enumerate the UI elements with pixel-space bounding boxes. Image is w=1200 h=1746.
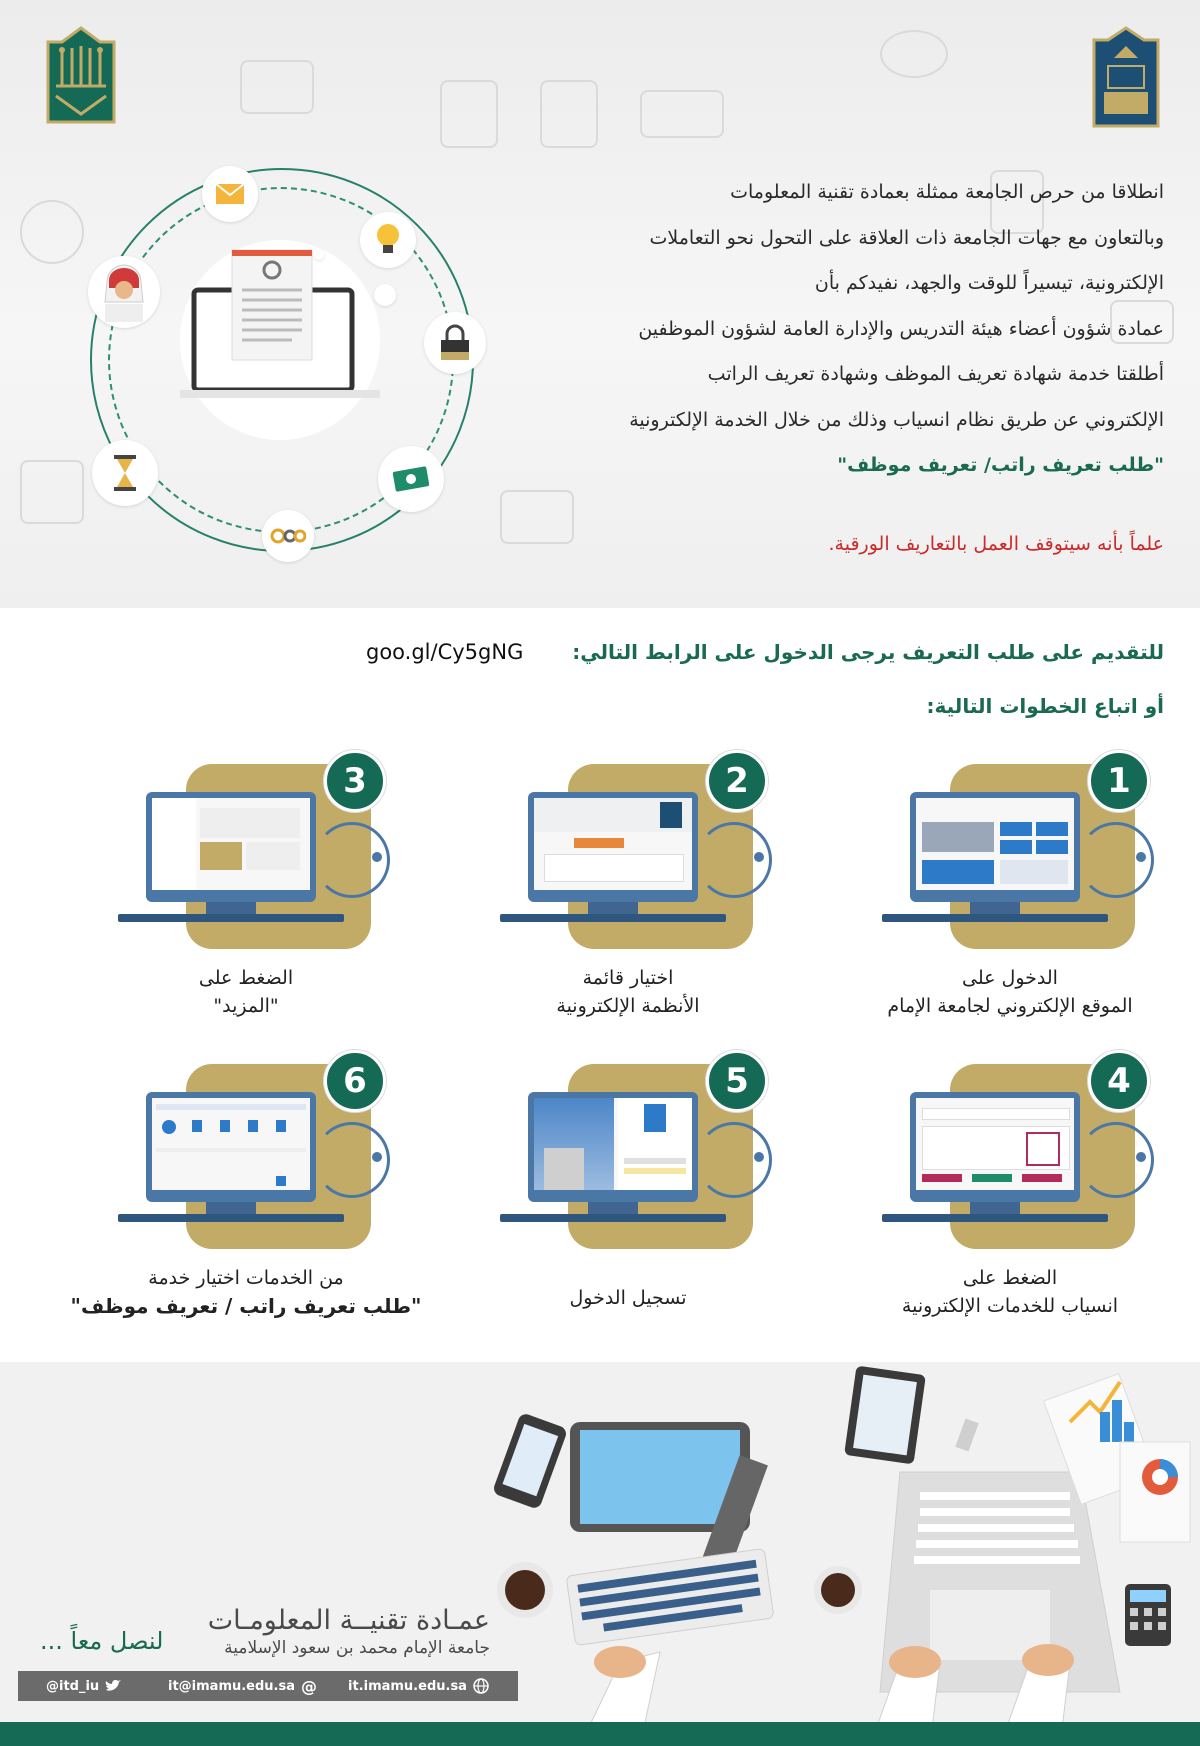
at-sign-icon: @ (301, 1676, 318, 1696)
step-number: 5 (706, 1050, 768, 1112)
step-caption (448, 1284, 808, 1312)
caption-line: "طلب تعريف راتب / تعريف موظف" (70, 1294, 422, 1318)
service-name: "طلب تعريف راتب/ تعريف موظف" (837, 454, 1164, 476)
caption-line: الضغط على (962, 1267, 1058, 1289)
step-3 (66, 744, 426, 1034)
step-5 (448, 1044, 808, 1334)
decor-dot (754, 1152, 764, 1162)
intro-line: الإلكترونية، تيسيراً للوقت والجهد، نفيدكم بأن (814, 272, 1164, 294)
orbit-dot (314, 250, 324, 260)
bg-doodle (540, 80, 598, 148)
email-address: it@imamu.edu.sa (168, 1678, 296, 1694)
step-caption (66, 1264, 426, 1320)
bg-doodle (440, 80, 498, 148)
intro-line: وبالتعاون مع جهات الجامعة ذات العلاقة على التحول نحو التعاملات (649, 226, 1164, 249)
step-6 (66, 1044, 426, 1334)
caption-line: الضغط على (198, 967, 294, 989)
step-number: 3 (324, 750, 386, 812)
bg-doodle (240, 60, 314, 114)
step-caption (66, 964, 426, 1020)
caption-line: اختيار قائمة (582, 967, 674, 989)
caption-line: تسجيل الدخول (569, 1287, 687, 1309)
twitter-contact[interactable] (46, 1671, 121, 1701)
step-number: 2 (706, 750, 768, 812)
step-caption (448, 964, 808, 1020)
monitor-icon (146, 792, 316, 902)
screen-preview-ensiab (916, 1098, 1074, 1190)
bg-doodle (20, 460, 84, 524)
laptop-illustration (180, 240, 380, 440)
caption-line: الموقع الإلكتروني لجامعة الإمام (887, 995, 1133, 1017)
bg-doodle (880, 30, 948, 78)
decor-dot (372, 852, 382, 862)
step-number: 4 (1088, 1050, 1150, 1112)
step-number: 1 (1088, 750, 1150, 812)
banknote-icon (378, 446, 444, 512)
monitor-base (118, 914, 344, 922)
monitor-base (882, 1214, 1108, 1222)
caption-line: من الخدمات اختيار خدمة (148, 1267, 344, 1289)
caption-line: "المزيد" (213, 995, 279, 1017)
monitor-icon (528, 792, 698, 902)
monitor-base (500, 1214, 726, 1222)
step-caption (830, 1264, 1190, 1320)
monitor-base (500, 914, 726, 922)
screen-preview-login (534, 1098, 692, 1190)
decor-dot (1136, 852, 1146, 862)
padlock-icon (424, 312, 486, 374)
intro-paragraph (504, 170, 1164, 489)
hourglass-icon (92, 440, 158, 506)
website-url: it.imamu.edu.sa (348, 1678, 467, 1694)
step-1 (830, 744, 1190, 1034)
apply-instructions: للتقديم على طلب التعريف يرجى الدخول على الرابط التالي: (572, 640, 1164, 664)
twitter-handle: @itd_iu (46, 1678, 100, 1694)
bg-doodle (500, 490, 574, 544)
caption-line: الأنظمة الإلكترونية (556, 995, 700, 1017)
monitor-icon (528, 1092, 698, 1202)
step-2 (448, 744, 808, 1034)
screen-preview-homepage (916, 798, 1074, 890)
bg-doodle (20, 200, 84, 264)
apply-link[interactable]: goo.gl/Cy5gNG (366, 640, 524, 664)
deanship-logo (42, 26, 120, 128)
monitor-icon (146, 1092, 316, 1202)
paper-notice: علماً بأنه سيتوقف العمل بالتعاريف الورقية. (828, 533, 1164, 555)
intro-line: الإلكتروني عن طريق نظام انسياب وذلك من خلال الخدمة الإلكترونية (629, 408, 1164, 431)
slogan: لنصل معاً ... (40, 1627, 164, 1655)
bg-doodle (640, 90, 724, 138)
decor-dot (754, 852, 764, 862)
screen-preview-more-button (152, 798, 310, 890)
intro-line: أطلقتا خدمة شهادة تعريف الموظف وشهادة تعريف الراتب (707, 363, 1164, 385)
university-logo (1088, 26, 1164, 130)
monitor-icon (910, 1092, 1080, 1202)
monitor-icon (910, 792, 1080, 902)
contact-bar (18, 1671, 518, 1701)
intro-line: عمادة شؤون أعضاء هيئة التدريس والإدارة العامة لشؤون الموظفين (638, 317, 1164, 340)
decor-dot (1136, 1152, 1146, 1162)
brand-subtitle: جامعة الإمام محمد بن سعود الإسلامية (224, 1638, 490, 1658)
gears-icon (262, 510, 314, 562)
step-4 (830, 1044, 1190, 1334)
step-caption (830, 964, 1190, 1020)
brand-title: عمـادة تقنيــة المعلومـات (207, 1605, 490, 1636)
footer-stripe (0, 1722, 1200, 1746)
twitter-icon (105, 1679, 121, 1693)
envelope-icon (202, 166, 258, 222)
caption-line: انسياب للخدمات الإلكترونية (901, 1295, 1119, 1317)
screen-preview-systems-menu (534, 798, 692, 890)
step-number: 6 (324, 1050, 386, 1112)
steps-heading: أو اتباع الخطوات التالية: (926, 694, 1164, 718)
lightbulb-icon (360, 212, 416, 268)
decor-dot (372, 1152, 382, 1162)
website-contact[interactable] (348, 1671, 489, 1701)
caption-line: الدخول على (962, 967, 1058, 989)
monitor-base (882, 914, 1108, 922)
email-contact[interactable] (168, 1671, 317, 1701)
globe-icon (473, 1678, 489, 1694)
orbit-dot (374, 284, 396, 306)
screen-preview-services (152, 1098, 310, 1190)
intro-line: انطلاقا من حرص الجامعة ممثلة بعمادة تقنية المعلومات (730, 181, 1164, 203)
monitor-base (118, 1214, 344, 1222)
employee-avatar (88, 256, 160, 328)
